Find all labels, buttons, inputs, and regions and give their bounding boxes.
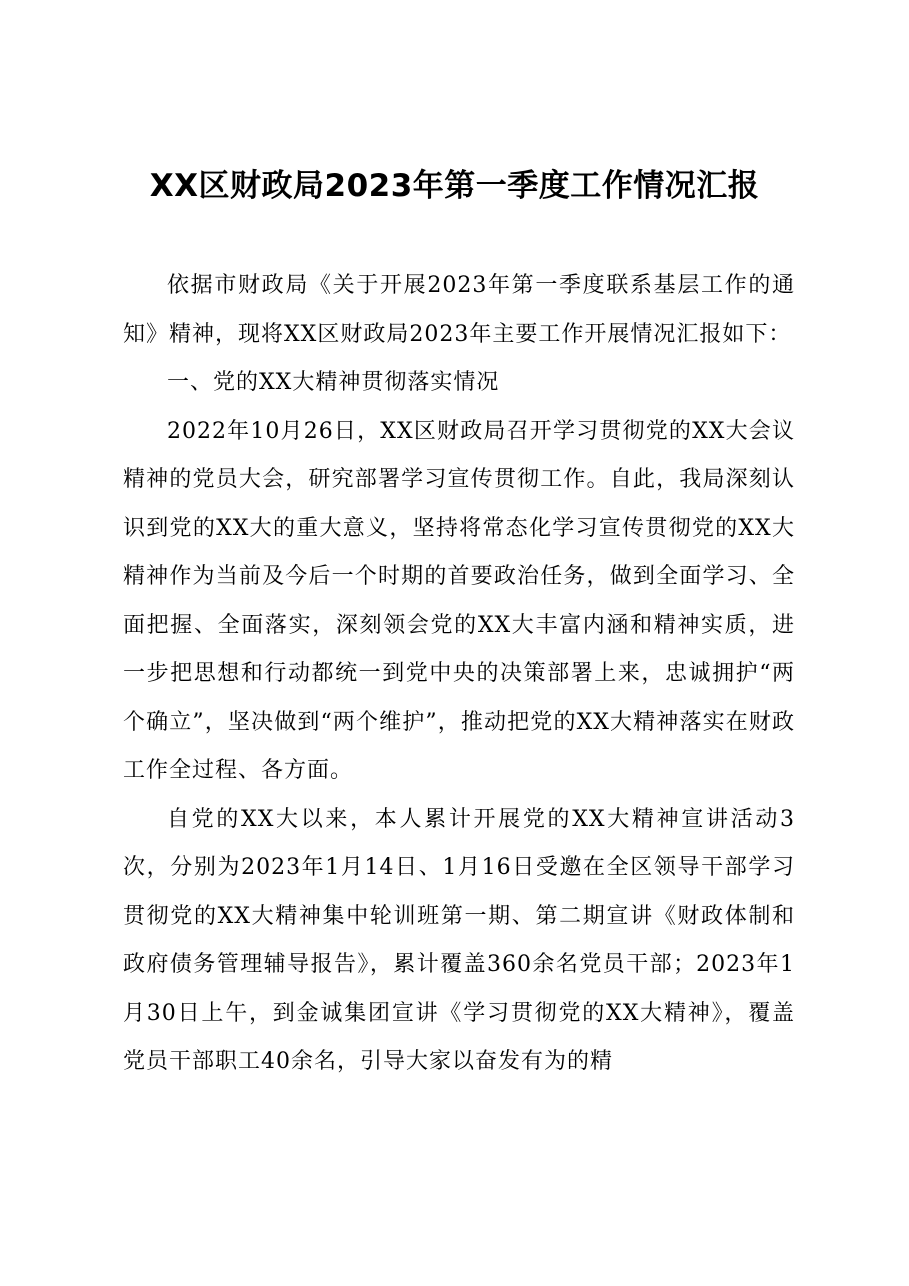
paragraph-lectures: 自党的XX大以来，本人累计开展党的XX大精神宣讲活动3次，分别为2023年1月14日、1月16日受邀在全区领导干部学习贯彻党的XX大精神集中轮训班第一期、第二期宣讲《财政体制和政府债务管理辅导报告》，累计覆盖360余名党员干部；2023年1月30日上午，到金诚集团宣讲《学习贯彻党的XX大精神》，覆盖党员干部职工40余名，引导大家以奋发有为的精 (123, 806, 795, 1074)
paragraph-intro: 依据市财政局《关于开展2023年第一季度联系基层工作的通知》精神，现将XX区财政局2023年主要工作开展情况汇报如下： (123, 273, 795, 347)
document-title: XX区财政局2023年第一季度工作情况汇报 (149, 168, 760, 204)
section-heading-1: 一、党的XX大精神贯彻落实情况 (167, 370, 500, 395)
paragraph-meeting: 2022年10月26日，XX区财政局召开学习贯彻党的XX大会议精神的党员大会，研究部署学习宣传贯彻工作。自此，我局深刻认识到党的XX大的重大意义，坚持将常态化学习宣传贯彻党的XX大精神作为当前及今后一个时期的首要政治任务，做到全面学习、全面把握、全面落实，深刻领会党的XX大丰富内涵和精神实质，进一步把思想和行动都统一到党中央的决策部署上来，忠诚拥护“两个确立”，坚决做到“两个维护”，推动把党的XX大精神落实在财政工作全过程、各方面。 (123, 418, 795, 783)
document-body (123, 262, 795, 1087)
